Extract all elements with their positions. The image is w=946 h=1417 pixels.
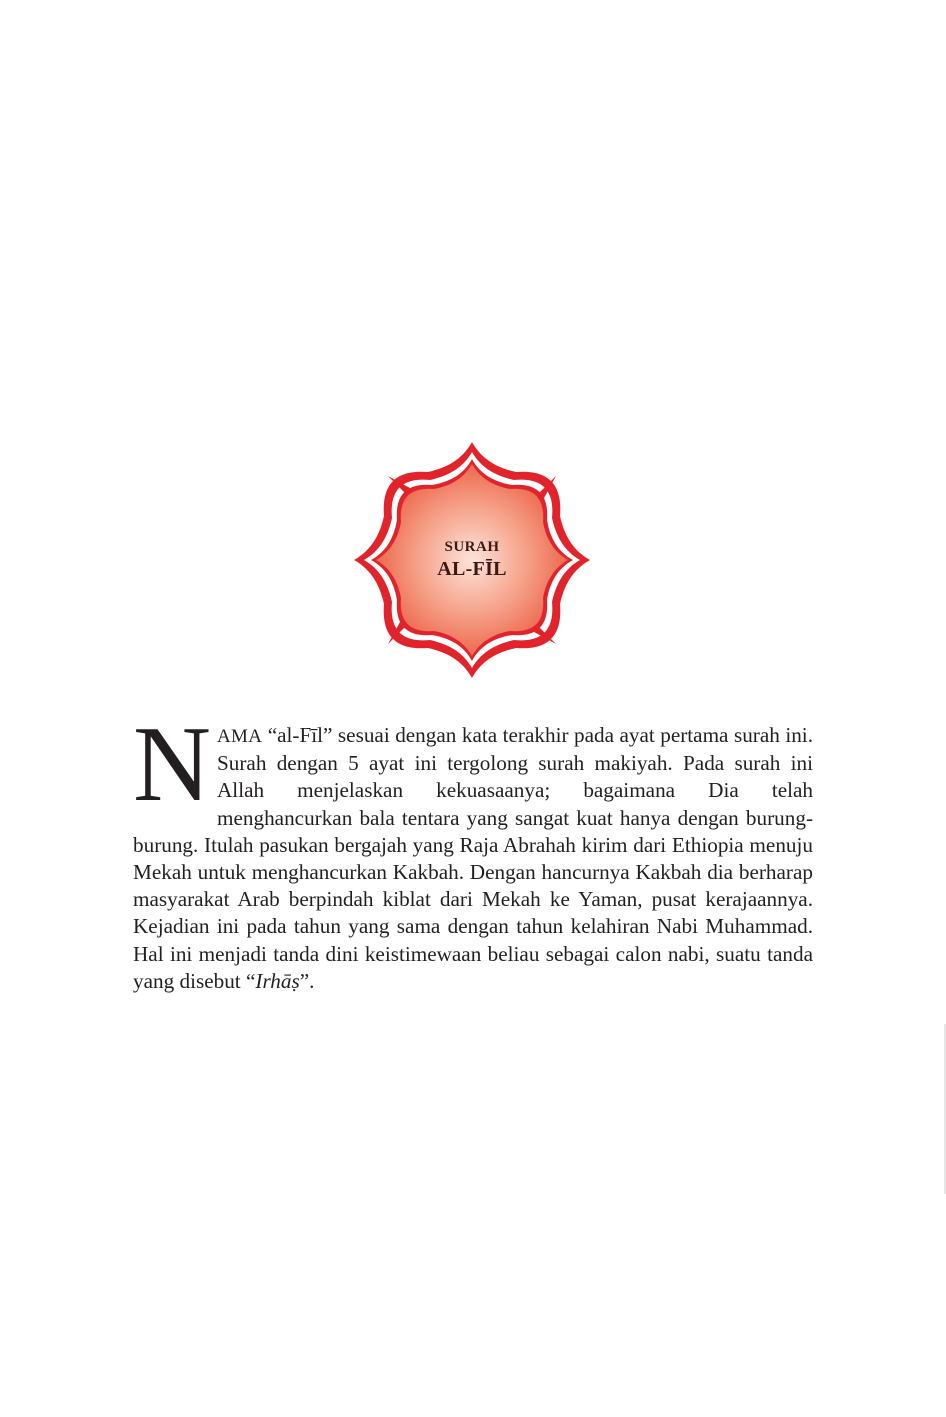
lead-caps: AMA — [217, 726, 263, 747]
close-quote: ”. — [299, 968, 315, 993]
irhas-term: Irhāṣ — [255, 968, 300, 993]
emblem-label-name: AL-FĪL — [437, 558, 507, 580]
emblem-title — [352, 538, 592, 582]
intro-paragraph — [133, 705, 813, 995]
open-quote: “ — [245, 968, 256, 993]
surah-emblem — [352, 440, 592, 680]
drop-cap: N — [133, 705, 211, 824]
intro-body-text: “al-Fīl” sesuai dengan kata terakhir pada ayat pertama surah ini. Surah dengan 5 ayat ini tergolong surah makiyah. Pada surah ini Allah menjelaskan kekuasaanya; bagaimana Dia telah menghancurkan bala tentara yang sangat kuat hanya dengan burung-burung. Itulah pasukan bergajah yang Raja Abrahah kirim dari Ethiopia menuju Mekah untuk menghancurkan Kakbah. Dengan hancurnya Kakbah dia berharap masyarakat Arab berpindah kiblat dari Mekah ke Yaman, pusat kerajaannya. Kejadian ini pada tahun yang sama dengan tahun kelahiran Nabi Muhammad. Hal ini menjadi tanda dini keistimewaan beliau sebagai calon nabi, suatu tanda yang disebut — [133, 723, 813, 993]
emblem-label-surah: SURAH — [444, 539, 500, 555]
